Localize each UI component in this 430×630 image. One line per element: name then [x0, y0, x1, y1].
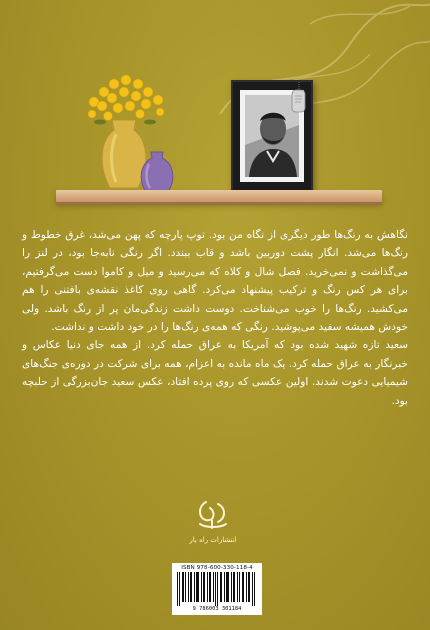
blurb-paragraph-2: سعید تازه شهید شده بود که آمریکا به عراق حمله کرد. از همه جای دنیا عکاس و خبرنگار به عراق حمله کرد. یک ماه مانده به اعزام، همه برای شرکت در دوره‌ی جنگ‌های شیمیایی دعوت شدند. اولین عکسی که روی پرده افتاد، عکس سعید جان‌بزرگی از حلبچه بود.: [22, 339, 408, 407]
shelf-edge: [56, 202, 382, 205]
barcode-bars: [175, 572, 259, 606]
publisher-name: انتشارات راه یار: [189, 536, 237, 544]
blurb-text: [22, 226, 408, 410]
purple-vase-icon: [138, 150, 176, 194]
blurb-paragraph-1: نگاهش به رنگ‌ها طور دیگری از نگاه من بود. توپ پارچه که پهن می‌شد، غرق خطوط و رنگ‌ها می‌شد. انگار پشت دوربین باشد و قاب ببندد. اگر رنگی نابه‌جا بود، در لنز را می‌گذاشت و نمی‌خرید. فصل شال و کلاه که می‌رسید و میل و کاموا دست می‌گرفتیم، برای هر کس رنگ و ترکیب پیشنهاد می‌کرد. گاهی روی کاغذ نقشه‌ی بافتنی را هم می‌کشید. رنگ‌ها را خوب می‌شناخت. دوست داشت زندگی‌مان پر از رنگ باشد. ولی خودش همیشه سفید می‌پوشید. رنگی که همه‌ی رنگ‌ها را در خود داشت و نداشت.: [22, 229, 408, 334]
wooden-shelf: [56, 190, 382, 202]
isbn-label: ISBN 978-600-330-118-4: [181, 565, 253, 571]
isbn-barcode: [172, 563, 262, 615]
publisher-logo-icon: [176, 498, 250, 548]
barcode-digits: 9 786003 301184: [192, 606, 242, 612]
dog-tag-icon: [290, 82, 308, 116]
